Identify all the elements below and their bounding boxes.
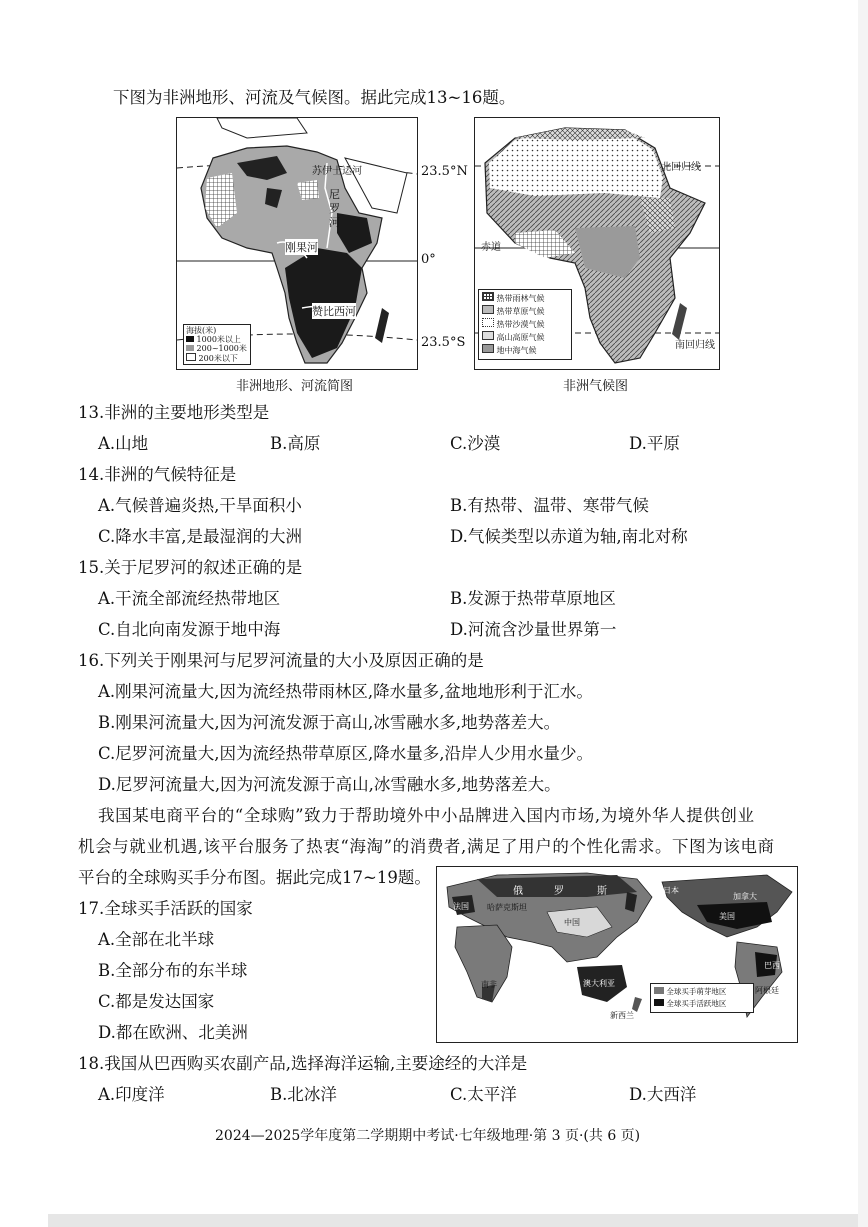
label-suez: 苏伊士运河 xyxy=(312,166,362,177)
label-lat-23n: 23.5°N xyxy=(421,164,468,179)
q16-option-c: C.尼罗河流量大,因为流经热带草原区,降水量多,沿岸人少用水量少。 xyxy=(98,744,594,763)
q14-option-c: C.降水丰富,是最湿润的大洲 xyxy=(98,527,303,546)
q15-stem: 15.关于尼罗河的叙述正确的是 xyxy=(78,558,303,577)
terrain-legend-label-1: 1000米以上 xyxy=(196,335,241,344)
label-lat-23s: 23.5°S xyxy=(421,335,466,350)
climate-legend-item-5 xyxy=(482,344,568,357)
wm-label-south-africa: 南非 xyxy=(481,980,497,989)
intro2-line-3: 平台的全球购买手分布图。据此完成17~19题。 xyxy=(78,868,431,887)
label-zambezi: 赞比西河 xyxy=(312,305,356,318)
label-nile-3: 河 xyxy=(329,216,340,229)
map2-caption: 非洲气候图 xyxy=(563,379,629,394)
q16-option-b: B.刚果河流量大,因为河流发源于高山,冰雪融水多,地势落差大。 xyxy=(98,713,561,732)
label-congo: 刚果河 xyxy=(285,241,318,254)
wm-label-china: 中国 xyxy=(564,918,580,927)
label-nile-1: 尼 xyxy=(329,188,340,201)
intro2-line-1: 我国某电商平台的“全球购”致力于帮助境外中小品牌进入国内市场,为境外华人提供创业 xyxy=(98,806,755,825)
label-south-tropic: 南回归线 xyxy=(675,340,715,351)
climate-legend-label-4: 高山高原气候 xyxy=(496,333,545,342)
label-nile-2: 罗 xyxy=(329,202,340,215)
climate-legend xyxy=(478,289,572,360)
climate-legend-label-2: 热带草原气候 xyxy=(496,307,545,316)
wm-label-japan: 日本 xyxy=(663,886,679,895)
buyer-legend xyxy=(650,983,754,1013)
q17-option-d: D.都在欧洲、北美洲 xyxy=(98,1023,248,1042)
q18-option-a: A.印度洋 xyxy=(98,1085,165,1104)
terrain-legend-title: 海拔(米) xyxy=(186,326,217,335)
terrain-legend-label-2: 200~1000米 xyxy=(196,344,247,353)
terrain-legend xyxy=(183,324,251,365)
q13-stem: 13.非洲的主要地形类型是 xyxy=(78,403,270,422)
wm-label-usa: 美国 xyxy=(719,912,735,921)
wm-label-new-zealand: 新西兰 xyxy=(610,1011,634,1020)
q16-option-a: A.刚果河流量大,因为流经热带雨林区,降水量多,盆地地形利于汇水。 xyxy=(98,682,593,701)
wm-label-argentina: 阿根廷 xyxy=(755,986,779,995)
wm-label-russia-3: 斯 xyxy=(597,886,607,897)
q17-option-a: A.全部在北半球 xyxy=(98,930,215,949)
q13-option-d: D.平原 xyxy=(629,434,680,453)
q13-option-b: B.高原 xyxy=(270,434,321,453)
climate-legend-label-1: 热带雨林气候 xyxy=(496,294,545,303)
right-page-edge xyxy=(858,0,868,1227)
q15-option-b: B.发源于热带草原地区 xyxy=(450,589,616,608)
intro2-line-2: 机会与就业机遇,该平台服务了热衷“海淘”的消费者,满足了用户的个性化需求。下图为该电商 xyxy=(78,837,775,856)
wm-label-kazakhstan: 哈萨克斯坦 xyxy=(487,903,527,912)
q14-option-b: B.有热带、温带、寒带气候 xyxy=(450,496,649,515)
climate-legend-label-3: 热带沙漠气候 xyxy=(496,320,545,329)
q13-option-c: C.沙漠 xyxy=(450,434,501,453)
terrain-legend-item-3 xyxy=(186,353,248,363)
q15-option-d: D.河流含沙量世界第一 xyxy=(450,620,617,639)
climate-legend-item-3 xyxy=(482,318,568,331)
wm-label-russia-1: 俄 xyxy=(513,886,523,897)
q15-option-c: C.自北向南发源于地中海 xyxy=(98,620,281,639)
label-equator: 赤道 xyxy=(481,242,501,253)
terrain-legend-item-1 xyxy=(186,335,248,344)
buyer-legend-item-1 xyxy=(654,986,750,998)
buyer-legend-item-2 xyxy=(654,998,750,1010)
global-buyer-map xyxy=(436,866,798,1043)
q13-option-a: A.山地 xyxy=(98,434,149,453)
climate-legend-item-1 xyxy=(482,292,568,305)
q18-option-d: D.大西洋 xyxy=(629,1085,697,1104)
q16-option-d: D.尼罗河流量大,因为河流发源于高山,冰雪融水多,地势落差大。 xyxy=(98,775,561,794)
buyer-legend-label-1: 全球买手萌芽地区 xyxy=(666,987,727,996)
q18-stem: 18.我国从巴西购买农副产品,选择海洋运输,主要途经的大洋是 xyxy=(78,1054,528,1073)
map1-caption: 非洲地形、河流简图 xyxy=(236,379,354,394)
q16-stem: 16.下列关于刚果河与尼罗河流量的大小及原因正确的是 xyxy=(78,651,484,670)
wm-label-brazil: 巴西 xyxy=(764,961,780,970)
intro-text: 下图为非洲地形、河流及气候图。据此完成13~16题。 xyxy=(113,88,516,107)
q17-stem: 17.全球买手活跃的国家 xyxy=(78,899,253,918)
terrain-legend-item-2 xyxy=(186,344,248,353)
bottom-scroll-strip xyxy=(48,1214,868,1227)
africa-climate-map xyxy=(474,117,720,370)
q17-option-b: B.全部分布的东半球 xyxy=(98,961,248,980)
q14-option-d: D.气候类型以赤道为轴,南北对称 xyxy=(450,527,688,546)
label-north-tropic: 北回归线 xyxy=(661,162,701,173)
climate-legend-item-4 xyxy=(482,331,568,344)
q18-option-c: C.太平洋 xyxy=(450,1085,517,1104)
wm-label-australia: 澳大利亚 xyxy=(583,979,615,988)
page-footer: 2024—2025学年度第二学期期中考试·七年级地理·第 3 页·(共 6 页) xyxy=(215,1128,641,1144)
q14-stem: 14.非洲的气候特征是 xyxy=(78,465,237,484)
q17-option-c: C.都是发达国家 xyxy=(98,992,215,1011)
q14-option-a: A.气候普遍炎热,干旱面积小 xyxy=(98,496,302,515)
buyer-legend-label-2: 全球买手活跃地区 xyxy=(666,999,727,1008)
label-lat-0: 0° xyxy=(421,252,436,267)
africa-terrain-map xyxy=(176,117,418,370)
climate-legend-item-2 xyxy=(482,305,568,318)
wm-label-canada: 加拿大 xyxy=(733,892,757,901)
q18-option-b: B.北冰洋 xyxy=(270,1085,337,1104)
q15-option-a: A.干流全部流经热带地区 xyxy=(98,589,281,608)
terrain-legend-label-3: 200米以下 xyxy=(198,354,238,363)
wm-label-russia-2: 罗 xyxy=(554,886,564,897)
climate-legend-label-5: 地中海气候 xyxy=(496,346,537,355)
wm-label-france: 法国 xyxy=(453,902,469,911)
